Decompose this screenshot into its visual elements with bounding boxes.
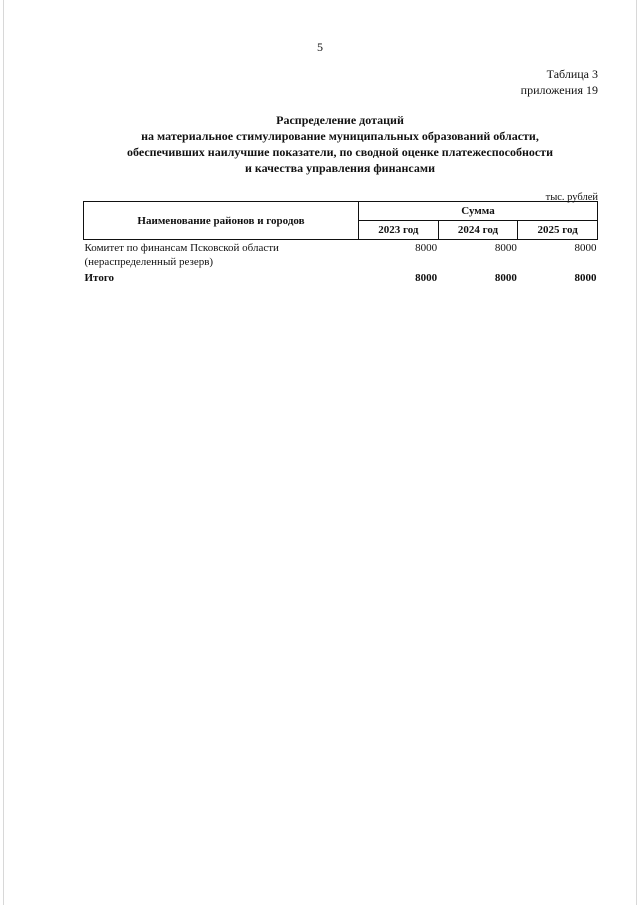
scan-edge-left [3, 0, 4, 905]
total-value-2023: 8000 [415, 272, 438, 284]
table-reference [521, 66, 598, 98]
distribution-table [83, 201, 598, 286]
total-value-2025: 8000 [574, 272, 597, 284]
table-reference-line2: приложения 19 [520, 83, 598, 97]
row-name [84, 240, 359, 271]
scan-edge-right [636, 0, 637, 905]
table-header-row [84, 202, 598, 221]
document-title [60, 112, 620, 176]
title-line3: обеспечивших наилучшие показатели, по сводной оценке платежеспособности [127, 145, 553, 159]
header-year-2023: 2023 год [359, 221, 439, 240]
row-value-2023: 8000 [415, 242, 438, 254]
page-number: 5 [317, 40, 323, 54]
total-value-2024: 8000 [494, 272, 517, 284]
total-row [84, 270, 598, 286]
header-name: Наименование районов и городов [84, 202, 359, 240]
row-value-2024: 8000 [494, 242, 517, 254]
total-label: Итого [84, 272, 115, 284]
title-line4: и качества управления финансами [244, 161, 435, 175]
row-name-line1: Комитет по финансам Псковской области [84, 242, 279, 254]
table-row [84, 240, 598, 271]
title-line1: Распределение дотаций [276, 113, 404, 127]
units-label: тыс. рублей [545, 192, 598, 203]
header-year-2024: 2024 год [438, 221, 518, 240]
header-year-2025: 2025 год [518, 221, 598, 240]
header-sum: Сумма [359, 202, 598, 221]
row-value-2025: 8000 [574, 242, 597, 254]
table-reference-line1: Таблица 3 [546, 67, 598, 81]
row-name-line2: (нераспределенный резерв) [84, 256, 214, 268]
title-line2: на материальное стимулирование муниципальных образований области, [141, 129, 539, 143]
